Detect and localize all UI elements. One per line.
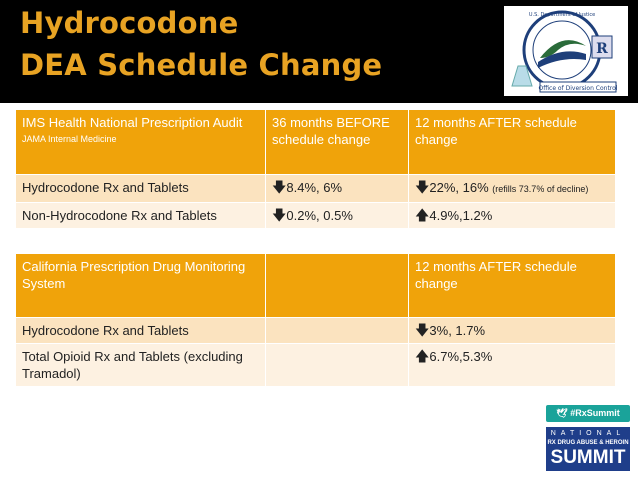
svg-text:Office of Diversion Control: Office of Diversion Control xyxy=(538,85,618,92)
up-arrow-icon: 🡅 xyxy=(415,348,430,364)
header-col3: 12 months AFTER schedule change xyxy=(409,110,616,175)
summit-line1: NATIONAL xyxy=(550,430,626,437)
before-value: 8.4%, 6% xyxy=(286,180,343,195)
before-value: 0.2%, 0.5% xyxy=(286,208,353,223)
after-value: 3%, 1.7% xyxy=(429,323,486,338)
title-line-1: Hydrocodone xyxy=(20,6,239,40)
before-value-cell xyxy=(266,344,409,387)
header-col3: 12 months AFTER schedule change xyxy=(409,254,616,318)
twitter-bird-icon: 🕊 xyxy=(556,408,568,418)
rxsummit-hashtag xyxy=(546,405,630,422)
dea-seal-icon xyxy=(504,6,628,96)
header-col1 xyxy=(16,110,266,175)
header-col1-title: IMS Health National Prescription Audit xyxy=(22,115,243,130)
svg-text:R: R xyxy=(596,41,608,57)
row-label: Hydrocodone Rx and Tablets xyxy=(16,318,266,344)
header-col2 xyxy=(266,254,409,318)
before-value-cell xyxy=(266,318,409,344)
after-value-cell xyxy=(409,203,616,229)
row-label: Total Opioid Rx and Tablets (excluding Tramadol) xyxy=(16,344,266,387)
after-value-cell xyxy=(409,318,616,344)
after-value-cell xyxy=(409,175,616,203)
table-row xyxy=(16,175,616,203)
hashtag-text: #RxSummit xyxy=(570,408,620,418)
after-value: 22%, 16% xyxy=(429,180,489,195)
california-pdmp-table xyxy=(15,253,616,387)
table-row xyxy=(16,344,616,387)
down-arrow-icon: 🡇 xyxy=(272,207,287,223)
down-arrow-icon: 🡇 xyxy=(272,179,287,195)
header-col1-source: JAMA Internal Medicine xyxy=(22,134,117,144)
row-label: Non-Hydrocodone Rx and Tablets xyxy=(16,203,266,229)
slide-title xyxy=(20,2,382,86)
dea-logo xyxy=(504,6,628,96)
slide-header xyxy=(0,0,638,103)
up-arrow-icon: 🡅 xyxy=(415,207,430,223)
header-col2: 36 months BEFORE schedule change xyxy=(266,110,409,175)
summit-line2: RX DRUG ABUSE & HEROIN xyxy=(547,440,629,446)
before-value-cell xyxy=(266,203,409,229)
row-label: Hydrocodone Rx and Tablets xyxy=(16,175,266,203)
ims-health-table xyxy=(15,109,616,229)
after-value-cell xyxy=(409,344,616,387)
svg-text:U.S. Department of Justice: U.S. Department of Justice xyxy=(528,12,596,18)
after-value: 4.9%,1.2% xyxy=(429,208,493,223)
header-col1: California Prescription Drug Monitoring System xyxy=(16,254,266,318)
summit-logo xyxy=(546,427,630,471)
table-header-row xyxy=(16,254,616,318)
down-arrow-icon: 🡇 xyxy=(415,322,430,338)
table-header-row xyxy=(16,110,616,175)
title-line-2: DEA Schedule Change xyxy=(20,48,383,82)
summit-line3: SUMMIT xyxy=(550,447,626,468)
before-value-cell xyxy=(266,175,409,203)
after-value: 6.7%,5.3% xyxy=(429,349,493,364)
table-row xyxy=(16,318,616,344)
after-note: (refills 73.7% of decline) xyxy=(492,184,589,194)
table-row xyxy=(16,203,616,229)
down-arrow-icon: 🡇 xyxy=(415,179,430,195)
